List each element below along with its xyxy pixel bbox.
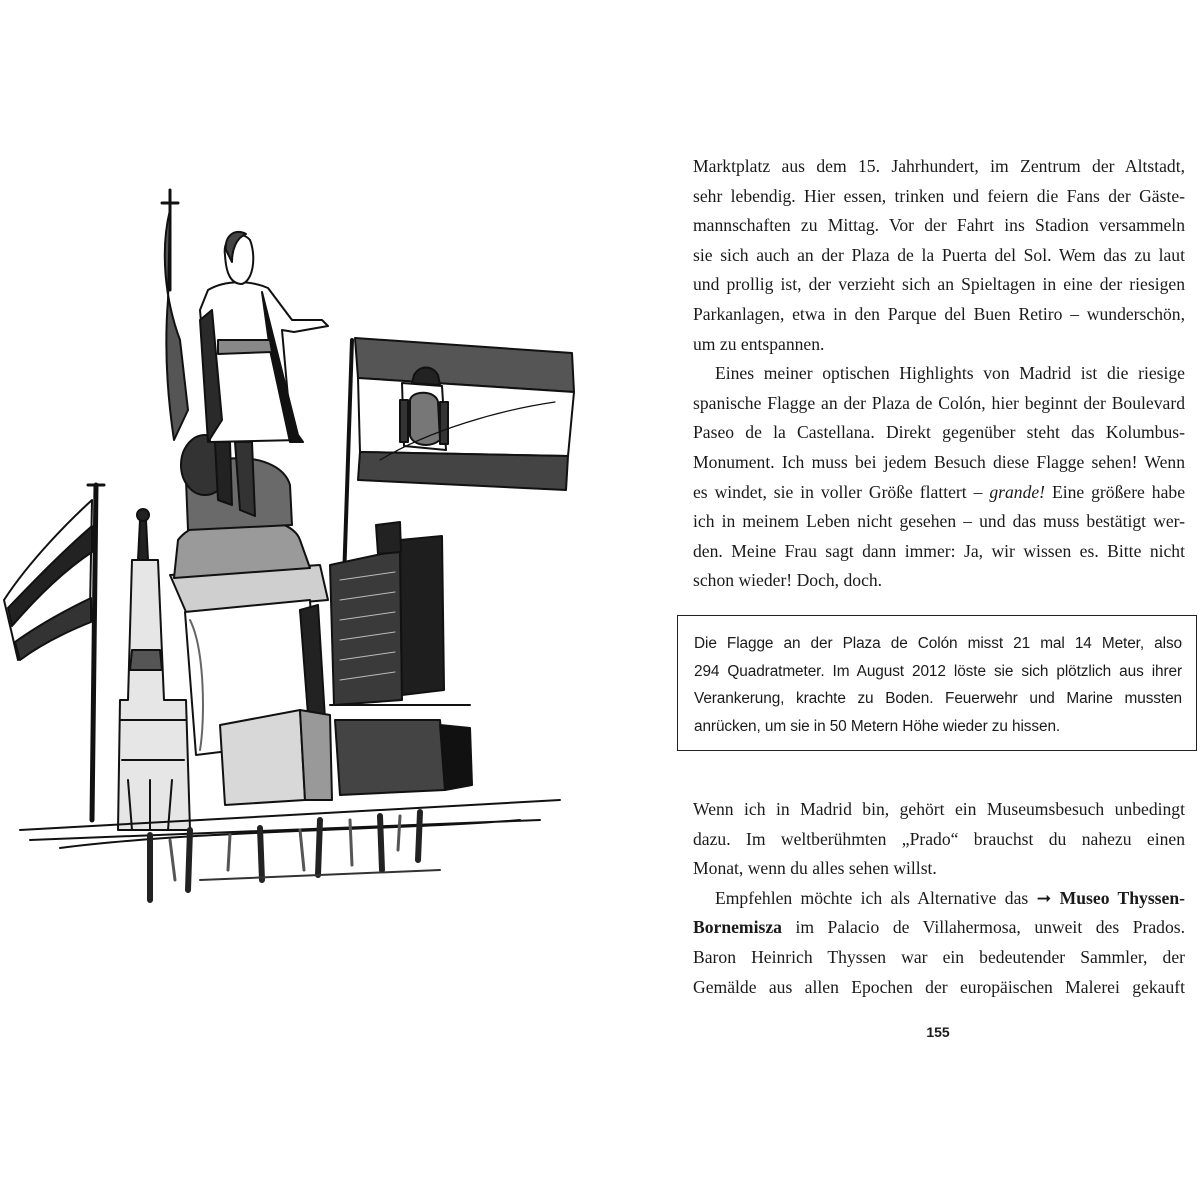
info-line: anrücken, um sie in 50 Metern Höhe wieder zu hissen. — [694, 717, 1061, 735]
info-line: Die Flagge an der Plaza de Colón misst 21 mal 14 Meter, also — [694, 635, 1182, 652]
text-line: dazu. Im weltberühmten „Prado“ brauchst du nahezu einen — [693, 828, 1185, 849]
paragraph-3 — [693, 795, 1185, 884]
left-flag — [4, 485, 104, 820]
text-line: und prollig ist, der verzieht sich an Spieltagen in eine der riesigen — [693, 274, 1185, 295]
page-number: 155 — [926, 1024, 950, 1040]
main-text-top — [693, 152, 1185, 596]
towers — [330, 522, 444, 705]
text-line — [693, 913, 1185, 943]
info-box — [677, 615, 1197, 751]
ground-water — [20, 800, 560, 900]
main-text-bottom — [693, 795, 1185, 1002]
text-line — [693, 478, 1185, 508]
text-line: Parkanlagen, etwa in den Parque del Buen Retiro – wunderschön, — [693, 303, 1185, 324]
text-line: spanische Flagge an der Plaza de Colón, hier beginnt der Boulevard — [693, 392, 1185, 413]
text-line: Baron Heinrich Thyssen war ein bedeutender Sammler, der — [693, 946, 1185, 967]
text-segment: es windet, sie in voller Größe flattert – — [693, 481, 983, 502]
text-line: um zu entspannen. — [693, 333, 825, 354]
text-line: Monument. Ich muss bei jedem Besuch diese Flagge sehen! Wenn — [693, 451, 1185, 472]
text-line: Eines meiner optischen Highlights von Madrid ist die riesige — [715, 363, 1185, 384]
text-line: Wenn ich in Madrid bin, gehört ein Museumsbesuch unbedingt — [693, 799, 1185, 819]
text-line: sie sich auch an der Plaza de la Puerta del Sol. Wem das zu laut — [693, 244, 1185, 265]
text-line: den. Meine Frau sagt dann immer: Ja, wir wissen es. Bitte nicht — [693, 540, 1185, 561]
text-segment: im Palacio de Villahermosa, unweit des Prados. — [781, 917, 1185, 938]
arrow-icon: ➞ — [1036, 887, 1052, 908]
text-line: schon wieder! Doch, doch. — [693, 570, 883, 591]
paragraph-4 — [693, 884, 1185, 1002]
museum-name: Bornemisza — [693, 917, 782, 938]
foreground-buildings — [220, 705, 472, 805]
paragraph-2 — [693, 359, 1185, 596]
italic-word: grande! — [989, 481, 1046, 502]
text-line: Paseo de la Castellana. Direkt gegenüber steht das Kolumbus- — [693, 422, 1185, 443]
text-line: Marktplatz aus dem 15. Jahrhundert, im Zentrum der Altstadt, — [693, 156, 1185, 176]
paragraph-1 — [693, 152, 1185, 359]
columbus-monument-illustration — [0, 180, 600, 910]
text-line: sehr lebendig. Hier essen, trinken und feiern die Fans der Gäste- — [693, 185, 1185, 206]
text-line — [693, 884, 1185, 914]
text-segment: Eine größere habe — [1045, 481, 1186, 502]
info-line: 294 Quadratmeter. Im August 2012 löste sie sich plötzlich aus ihrer — [694, 662, 1182, 680]
museum-name: Museo Thyssen- — [1051, 887, 1185, 908]
info-line: Verankerung, krachte zu Boden. Feuerwehr und Marine mussten — [694, 690, 1182, 708]
text-segment: Empfehlen möchte ich als Alternative das — [715, 887, 1037, 908]
text-line: mannschaften zu Mittag. Vor der Fahrt ins Stadion versammeln — [693, 215, 1185, 236]
text-line: Monat, wenn du alles sehen willst. — [693, 858, 937, 879]
text-line: Gemälde aus allen Epochen der europäischen Malerei gekauft — [693, 976, 1185, 997]
text-line: ich in meinem Leben nicht gesehen – und das muss bestätigt wer- — [693, 511, 1185, 532]
